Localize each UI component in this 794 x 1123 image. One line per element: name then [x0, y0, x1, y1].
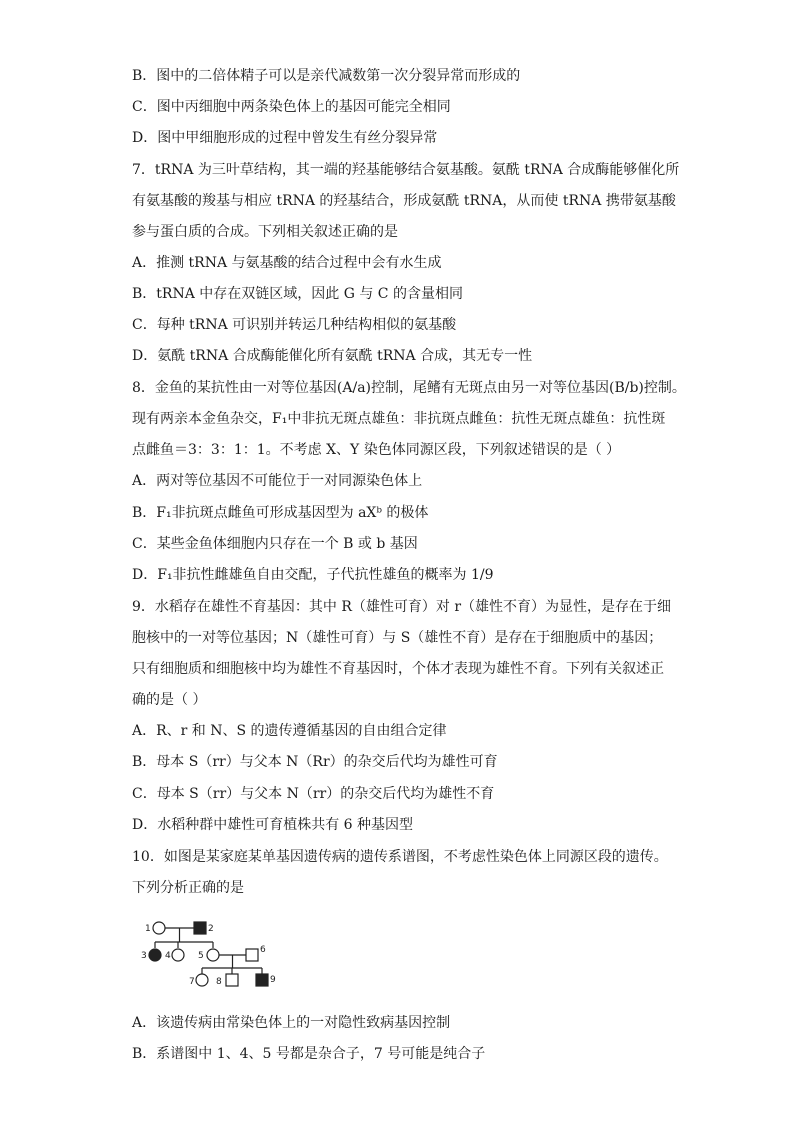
q7-option-d: D．氨酰 tRNA 合成酶能催化所有氨酰 tRNA 合成，其无专一性	[132, 348, 533, 364]
q6-option-b: B．图中的二倍体精子可以是亲代减数第一次分裂异常而形成的	[132, 68, 521, 84]
label-7: 7	[189, 977, 195, 987]
q9-option-a: A．R、r 和 N、S 的遗传遵循基因的自由组合定律	[132, 723, 447, 739]
q8-option-d: D．F₁非抗性雌雄鱼自由交配，子代抗性雄鱼的概率为 1/9	[132, 567, 494, 583]
label-5: 5	[198, 951, 204, 961]
q7-stem-line-3: 参与蛋白质的合成。下列相关叙述正确的是	[132, 224, 398, 240]
label-6: 6	[260, 945, 266, 955]
q9-stem-line-1: 9．水稻存在雄性不育基因：其中 R（雄性可育）对 r（雄性不育）为显性，是存在于细	[132, 599, 672, 615]
individual-8-male	[226, 974, 238, 986]
q9-option-c: C．母本 S（rr）与父本 N（rr）的杂交后代均为雄性不育	[132, 786, 495, 802]
individual-1-female	[153, 922, 165, 934]
individual-4-female	[172, 949, 184, 961]
q8-option-b: B．F₁非抗斑点雌鱼可形成基因型为 aXᵇ 的极体	[132, 505, 429, 521]
q9-option-b: B．母本 S（rr）与父本 N（Rr）的杂交后代均为雄性可育	[132, 754, 498, 770]
q7-option-a: A．推测 tRNA 与氨基酸的结合过程中会有水生成	[132, 255, 442, 271]
q7-stem-line-1: 7．tRNA 为三叶草结构，其一端的羟基能够结合氨基酸。氨酰 tRNA 合成酶能够催化所	[132, 162, 680, 178]
q8-option-a: A．两对等位基因不可能位于一对同源染色体上	[132, 473, 423, 489]
q9-stem-line-4: 确的是（ ）	[132, 692, 207, 708]
q7-option-c: C．每种 tRNA 可识别并转运几种结构相似的氨基酸	[132, 317, 457, 333]
q8-stem-line-2: 现有两亲本金鱼杂交，F₁中非抗无斑点雄鱼：非抗斑点雌鱼：抗性无斑点雄鱼：抗性斑	[132, 411, 666, 427]
label-9: 9	[270, 975, 276, 985]
individual-9-affected-male	[256, 974, 268, 986]
q9-option-d: D．水稻种群中雄性可育植株共有 6 种基因型	[132, 817, 414, 833]
individual-5-female	[207, 949, 219, 961]
q8-stem-line-1: 8．金鱼的某抗性由一对等位基因(A/a)控制，尾鳍有无斑点由另一对等位基因(B/b)控制。	[132, 380, 686, 396]
q7-stem-line-2: 有氨基酸的羧基与相应 tRNA 的羟基结合，形成氨酰 tRNA，从而使 tRNA 携带氨基酸	[132, 193, 676, 209]
individual-6-male	[246, 949, 258, 961]
q9-stem-line-2: 胞核中的一对等位基因；N（雄性可育）与 S（雄性不育）是存在于细胞质中的基因；	[132, 630, 663, 646]
individual-7-female	[196, 974, 208, 986]
q10-option-a: A．该遗传病由常染色体上的一对隐性致病基因控制	[132, 1015, 451, 1031]
label-3: 3	[141, 951, 147, 961]
q10-option-b: B．系谱图中 1、4、5 号都是杂合子，7 号可能是纯合子	[132, 1046, 486, 1062]
q7-option-b: B．tRNA 中存在双链区域，因此 G 与 C 的含量相同	[132, 286, 463, 302]
q8-option-c: C．某些金鱼体细胞内只存在一个 B 或 b 基因	[132, 536, 418, 552]
q6-option-d: D．图中甲细胞形成的过程中曾发生有丝分裂异常	[132, 130, 438, 146]
q8-stem-line-3: 点雌鱼＝3：3：1：1。不考虑 X、Y 染色体同源区段，下列叙述错误的是（ ）	[132, 442, 621, 458]
label-8: 8	[216, 977, 222, 987]
label-4: 4	[165, 951, 171, 961]
pedigree-chart	[140, 912, 290, 992]
individual-2-affected-male	[194, 922, 206, 934]
q10-stem-line-2: 下列分析正确的是	[132, 880, 244, 896]
label-1: 1	[145, 924, 151, 934]
q6-option-c: C．图中丙细胞中两条染色体上的基因可能完全相同	[132, 99, 451, 115]
individual-3-affected-female	[149, 949, 161, 961]
q9-stem-line-3: 只有细胞质和细胞核中均为雄性不育基因时，个体才表现为雄性不育。下列有关叙述正	[132, 661, 664, 677]
label-2: 2	[208, 924, 214, 934]
q10-stem-line-1: 10．如图是某家庭某单基因遗传病的遗传系谱图，不考虑性染色体上同源区段的遗传。	[132, 849, 668, 865]
